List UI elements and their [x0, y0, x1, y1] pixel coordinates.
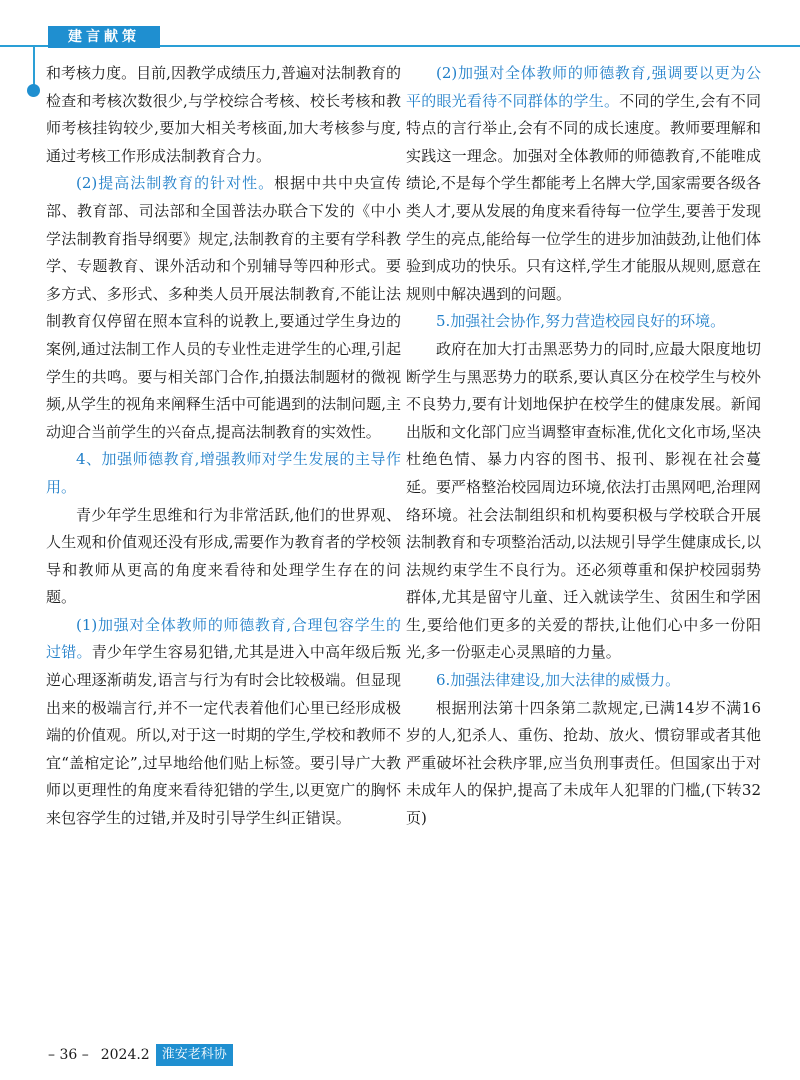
- paragraph: 和考核力度。目前,因教学成绩压力,普遍对法制教育的检查和考核次数很少,与学校综合考核、校长考核和教师考核挂钩较少,要加大相关考核面,加大考核参与度,通过考核工作形成法制教育合力。: [46, 64, 401, 165]
- paragraph-text: 不同的学生,会有不同特点的言行举止,会有不同的成长速度。教师要理解和实践这一理念。加强对全体教师的师德教育,不能唯成绩论,不是每个学生都能考上名牌大学,国家需要各级各类人才,要从发展的角度来看待每一位学生,要善于发现学生的亮点,能给每一位学生的进步加油鼓劲,让他们体验到成功的快乐。只有这样,学生才能服从规则,愿意在规则中解决遇到的问题。: [406, 91, 761, 303]
- section-heading: 6.加强法律建设,加大法律的威慑力。: [436, 671, 681, 690]
- paragraph: [406, 60, 761, 308]
- paragraph: 政府在加大打击黑恶势力的同时,应最大限度地切断学生与黑恶势力的联系,要认真区分在校学生与校外不良势力,要有计划地保护在校学生的健康发展。新闻出版和文化部门应当调整审查标准,优化文化市场,坚决杜绝色情、暴力内容的图书、报刊、影视在社会蔓延。要严格整治校园周边环境,依法打击黑网吧,治理网络环境。社会法制组织和机构要积极与学校联合开展法制教育和专项整治活动,以法规引导学生健康成长,以法规约束学生不良行为。还必须尊重和保护校园弱势群体,尤其是留守儿童、迁入就读学生、贫困生和学困生,要给他们更多的关爱的帮扶,让他们心中多一份阳光,多一份驱走心灵黑暗的力量。: [406, 339, 761, 662]
- paragraph: 根据刑法第十四条第二款规定,已满14岁不满16岁的人,犯杀人、重伤、抢劫、放火、惯窃罪或者其他严重破坏社会秩序罪,应当负刑事责任。但国家出于对未成年人的保护,提高了未成年人犯罪的门槛,(下转32页): [406, 698, 761, 828]
- footer: [48, 1044, 233, 1066]
- side-accent-dot: [27, 84, 40, 97]
- left-column: [46, 60, 401, 833]
- paragraph: [46, 170, 401, 446]
- page-number: – 36 –: [48, 1047, 89, 1063]
- right-column: [406, 60, 761, 833]
- magazine-name: 淮安老科协: [156, 1044, 233, 1066]
- section-heading: 4、加强师德教育,增强教师对学生发展的主导作用。: [46, 450, 401, 496]
- section-tag: 建言献策: [48, 26, 160, 48]
- subheading-lead: (2)加强对全体教师的师德教育,强调要以更为公平的眼光看待不同群体的学生。: [406, 64, 761, 110]
- section-heading: 5.加强社会协作,努力营造校园良好的环境。: [436, 312, 726, 331]
- subheading-lead: (2)提高法制教育的针对性。: [76, 174, 275, 193]
- paragraph-text: 青少年学生容易犯错,尤其是进入中高年级后叛逆心理逐渐萌发,语言与行为有时会比较极端。但显现出来的极端言行,并不一定代表着他们心里已经形成极端的价值观。所以,对于这一时期的学生,学校和教师不宜“盖棺定论”,过早地给他们贴上标签。要引导广大教师以更理性的角度来看待犯错的学生,以更宽广的胸怀来包容学生的过错,并及时引导学生纠正错误。: [46, 643, 401, 828]
- issue-label: 2024.2: [100, 1047, 150, 1063]
- paragraph: [46, 612, 401, 833]
- paragraph-text: 根据中共中央宣传部、教育部、司法部和全国普法办联合下发的《中小学法制教育指导纲要》规定,法制教育的主要有学科教学、专题教育、课外活动和个别辅导等四种形式。要多方式、多形式、多种类人员开展法制教育,不能让法制教育仅停留在照本宣科的说教上,要通过学生身边的案例,通过法制工作人员的专业性走进学生的心理,引起学生的共鸣。要与相关部门合作,拍摄法制题材的微视频,从学生的视角来阐释生活中可能遇到的法制问题,主动迎合当前学生的兴奋点,提高法制教育的实效性。: [46, 174, 401, 441]
- paragraph: 青少年学生思维和行为非常活跃,他们的世界观、人生观和价值观还没有形成,需要作为教育者的学校领导和教师从更高的角度来看待和处理学生存在的问题。: [46, 505, 401, 607]
- subheading-lead: (1)加强对全体教师的师德教育,合理包容学生的过错。: [46, 615, 401, 662]
